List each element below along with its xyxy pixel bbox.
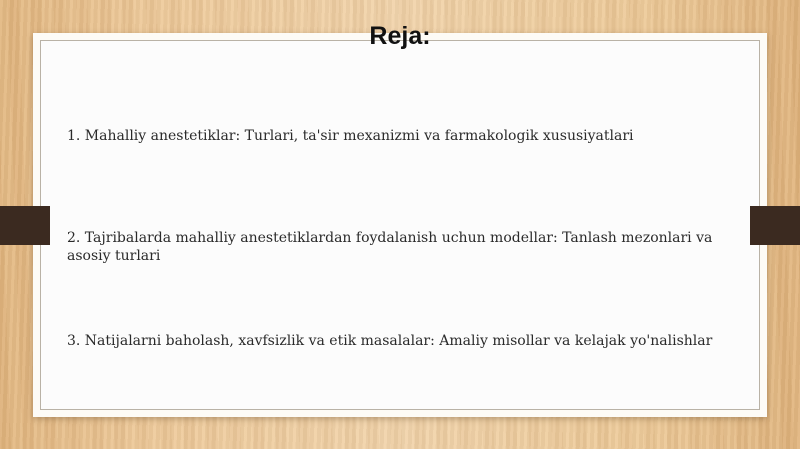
right-decorative-tab <box>750 206 800 245</box>
slide-frame <box>33 33 767 417</box>
plan-item-1: 1. Mahalliy anestetiklar: Turlari, ta'sir mexanizmi va farmakologik xususiyatlari <box>67 128 634 144</box>
plan-item-3: 3. Natijalarni baholash, xavfsizlik va etik masalalar: Amaliy misollar va kelajak yo'nalishlar <box>67 333 713 349</box>
plan-item-2: 2. Tajribalarda mahalliy anestetiklardan foydalanish uchun modellar: Tanlash mezonlari va asosiy turlari <box>67 230 713 264</box>
slide-content-area <box>40 40 760 410</box>
left-decorative-tab <box>0 206 50 245</box>
slide-title: Reja: <box>369 22 431 50</box>
